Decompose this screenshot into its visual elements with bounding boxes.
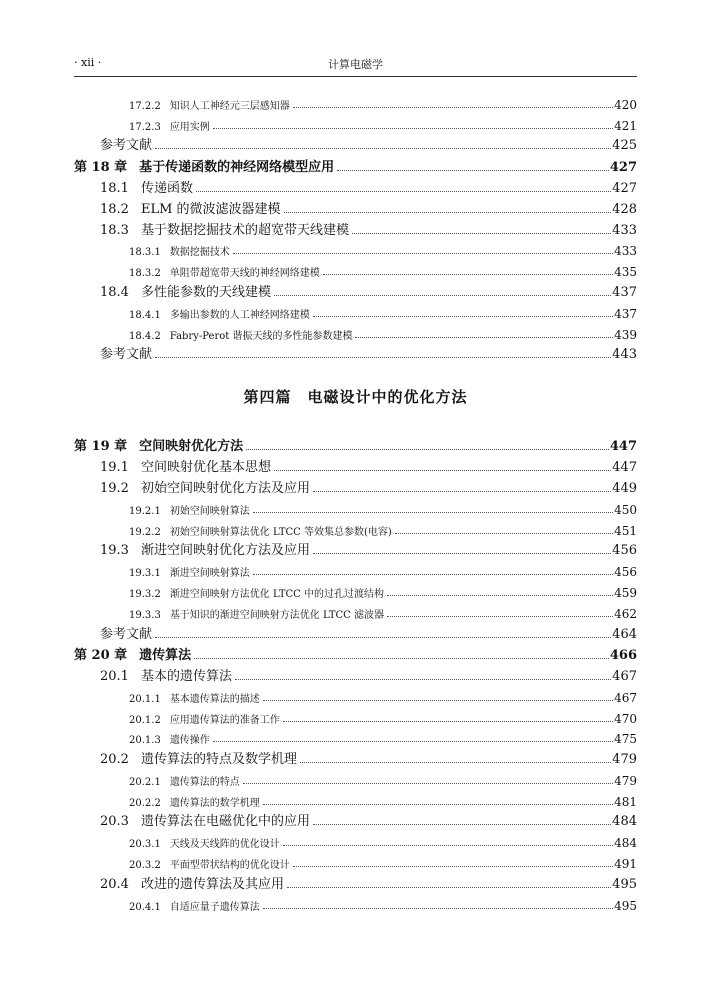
toc-label: 空间映射优化方法	[139, 439, 244, 454]
toc-entry	[74, 538, 637, 558]
toc-page: 456	[614, 565, 637, 579]
toc-label: 基本遗传算法的描述	[169, 694, 260, 705]
toc-number: 第 19 章	[74, 439, 128, 454]
toc-label: 初始空间映射算法	[169, 506, 250, 517]
toc-label: 参考文献	[100, 138, 153, 153]
toc-page: 420	[614, 98, 637, 112]
toc-entry	[74, 664, 637, 684]
toc-label: 数据挖掘技术	[169, 247, 230, 258]
toc-chapter	[74, 434, 637, 454]
toc-number: 第 20 章	[74, 648, 128, 663]
dot-leader	[253, 511, 613, 513]
toc-page: 447	[609, 439, 637, 454]
toc-label: Fabry-Perot 谐振天线的多性能参数建模	[169, 331, 353, 342]
toc-number: 18.4	[100, 285, 129, 300]
toc-label: 遗传算法	[139, 648, 192, 663]
toc-number: 19.2	[100, 481, 129, 496]
toc-number: 19.3.3	[129, 610, 161, 621]
toc-label: 应用遗传算法的准备工作	[169, 715, 280, 726]
toc-entry	[74, 622, 637, 642]
toc-label: 遗传算法在电磁优化中的应用	[140, 814, 310, 829]
dot-leader	[263, 803, 613, 805]
toc-label: 初始空间映射优化方法及应用	[140, 481, 310, 496]
dot-leader	[395, 532, 613, 534]
toc-chapter	[74, 643, 637, 663]
dot-leader	[194, 657, 609, 659]
toc-label: 参考文献	[100, 347, 153, 362]
toc-number: 19.1	[100, 460, 129, 475]
toc-number: 20.4	[100, 877, 129, 892]
toc-number: 20.3.2	[129, 860, 161, 871]
dot-leader	[233, 252, 613, 254]
toc-number: 19.3.1	[129, 568, 161, 579]
toc-page: 491	[614, 857, 637, 871]
toc-label: 遗传算法的特点及数学机理	[140, 752, 297, 767]
toc-label: 基本的遗传算法	[140, 669, 232, 684]
toc-page: 466	[609, 648, 637, 663]
dot-leader	[313, 315, 613, 317]
toc-page: 427	[609, 160, 637, 175]
toc-entry	[74, 830, 637, 850]
toc-page: 481	[614, 795, 637, 809]
toc-entry	[74, 133, 637, 153]
dot-leader	[283, 844, 613, 846]
toc-entry	[74, 113, 637, 133]
toc-entry	[74, 238, 637, 258]
dot-leader	[293, 106, 613, 108]
toc-page: 495	[612, 877, 637, 892]
toc-entry	[74, 726, 637, 746]
toc-page: 479	[614, 774, 637, 788]
toc-entry	[74, 197, 637, 217]
toc-number: 17.2.3	[129, 122, 161, 133]
toc-number: 19.2.1	[129, 506, 161, 517]
toc-page: 484	[614, 836, 637, 850]
toc-label: 应用实例	[169, 122, 210, 133]
toc-label: 基于传递函数的神经网络模型应用	[139, 160, 335, 175]
toc-number: 18.4.1	[129, 310, 161, 321]
toc-entry	[74, 893, 637, 913]
toc-label: 初始空间映射算法优化 LTCC 等效集总参数(电容)	[169, 527, 392, 538]
toc-page: 428	[612, 202, 637, 217]
toc-label: 遗传算法的数学机理	[169, 798, 260, 809]
toc-number: 17.2.2	[129, 101, 161, 112]
dot-leader	[313, 490, 611, 492]
toc-number: 18.4.2	[129, 331, 161, 342]
toc-page: 435	[614, 265, 637, 279]
toc-number: 第 18 章	[74, 160, 128, 175]
toc-page: 464	[612, 627, 637, 642]
toc-page: 484	[612, 814, 637, 829]
toc-entry	[74, 872, 637, 892]
toc-entry	[74, 92, 637, 112]
dot-leader	[155, 636, 611, 638]
toc-entry	[74, 601, 637, 621]
toc-page: 449	[612, 481, 637, 496]
toc-page: 433	[612, 223, 637, 238]
toc-page: 433	[614, 244, 637, 258]
toc-entry	[74, 218, 637, 238]
toc-page: 437	[612, 285, 637, 300]
toc-label: 遗传操作	[169, 735, 210, 746]
toc-page: 451	[614, 524, 637, 538]
dot-leader	[387, 594, 613, 596]
toc-chapter	[74, 155, 637, 175]
toc-label: 多输出参数的人工神经网络建模	[169, 310, 310, 321]
toc-entry	[74, 789, 637, 809]
toc-number: 20.1.3	[129, 735, 161, 746]
toc-label: 渐进空间映射优化方法及应用	[140, 543, 310, 558]
toc-label: 单阻带超宽带天线的神经网络建模	[169, 268, 320, 279]
toc-entry	[74, 768, 637, 788]
toc-entry	[74, 851, 637, 871]
dot-leader	[323, 273, 613, 275]
toc-label: 平面型带状结构的优化设计	[169, 860, 290, 871]
toc-label: 空间映射优化基本思想	[140, 460, 271, 475]
dot-leader	[196, 190, 611, 192]
toc-page: 459	[614, 586, 637, 600]
dot-leader	[313, 552, 611, 554]
toc-page: 479	[612, 752, 637, 767]
header-book-title: 计算电磁学	[328, 58, 383, 71]
toc-entry	[74, 497, 637, 517]
toc-label: 渐进空间映射算法	[169, 568, 250, 579]
toc-entry	[74, 706, 637, 726]
toc-label: 传递函数	[140, 181, 193, 196]
toc-number: 18.1	[100, 181, 129, 196]
toc-label: 自适应量子遗传算法	[169, 902, 260, 913]
toc-entry	[74, 322, 637, 342]
toc-number: 19.2.2	[129, 527, 161, 538]
toc-label: 天线及天线阵的优化设计	[169, 839, 280, 850]
dot-leader	[246, 448, 609, 450]
dot-leader	[313, 823, 611, 825]
toc-entry	[74, 176, 637, 196]
dot-leader	[352, 232, 611, 234]
toc-page: 427	[612, 181, 637, 196]
toc-page: 450	[614, 503, 637, 517]
dot-leader	[287, 886, 611, 888]
toc-entry	[74, 559, 637, 579]
toc-entry	[74, 747, 637, 767]
dot-leader	[263, 907, 613, 909]
toc-page: 467	[614, 691, 637, 705]
dot-leader	[283, 720, 613, 722]
toc-label: 知识人工神经元三层感知器	[169, 101, 290, 112]
toc-page: 456	[612, 543, 637, 558]
toc-page: 462	[614, 607, 637, 621]
toc-label: 基于数据挖掘技术的超宽带天线建模	[140, 223, 349, 238]
dot-leader	[293, 865, 613, 867]
toc-entry	[74, 301, 637, 321]
toc-page: 421	[614, 119, 637, 133]
toc-number: 18.2	[100, 202, 129, 217]
toc-label: 多性能参数的天线建模	[140, 285, 271, 300]
toc-number: 19.3	[100, 543, 129, 558]
dot-leader	[387, 615, 613, 617]
toc-page: 470	[614, 712, 637, 726]
toc-label: ELM 的微波滤波器建模	[140, 202, 281, 217]
toc-page: 437	[614, 307, 637, 321]
dot-leader	[155, 147, 611, 149]
dot-leader	[274, 294, 611, 296]
toc-number: 20.4.1	[129, 902, 161, 913]
toc-number: 19.3.2	[129, 589, 161, 600]
toc-label: 渐进空间映射方法优化 LTCC 中的过孔过渡结构	[169, 589, 384, 600]
dot-leader	[263, 699, 613, 701]
dot-leader	[300, 761, 611, 763]
toc-number: 20.3.1	[129, 839, 161, 850]
header-page-number: · xii ·	[74, 56, 102, 69]
toc-number: 20.2	[100, 752, 129, 767]
toc-number: 20.1	[100, 669, 129, 684]
toc-page: 475	[614, 732, 637, 746]
part-title: 第四篇 电磁设计中的优化方法	[243, 388, 468, 406]
toc-entry	[74, 809, 637, 829]
toc-page: 495	[614, 899, 637, 913]
dot-leader	[253, 573, 613, 575]
dot-leader	[337, 169, 609, 171]
toc-entry	[74, 685, 637, 705]
dot-leader	[235, 678, 611, 680]
toc-number: 20.3	[100, 814, 129, 829]
dot-leader	[155, 356, 611, 358]
toc-page: 443	[612, 347, 637, 362]
dot-leader	[213, 127, 613, 129]
toc-number: 20.1.2	[129, 715, 161, 726]
toc-entry	[74, 580, 637, 600]
toc-number: 18.3	[100, 223, 129, 238]
toc-label: 改进的遗传算法及其应用	[140, 877, 284, 892]
running-header	[74, 56, 637, 77]
dot-leader	[213, 740, 613, 742]
toc-number: 20.2.1	[129, 777, 161, 788]
toc-label: 参考文献	[100, 627, 153, 642]
toc-number: 20.1.1	[129, 694, 161, 705]
dot-leader	[284, 211, 612, 213]
toc-entry	[74, 518, 637, 538]
toc-number: 18.3.1	[129, 247, 161, 258]
toc-page: 439	[614, 328, 637, 342]
toc-page: 447	[612, 460, 637, 475]
dot-leader	[355, 336, 613, 338]
toc-label: 遗传算法的特点	[169, 777, 240, 788]
dot-leader	[243, 782, 613, 784]
toc-page: 425	[612, 138, 637, 153]
toc-entry	[74, 455, 637, 475]
toc-entry	[74, 476, 637, 496]
dot-leader	[274, 469, 611, 471]
toc-entry	[74, 259, 637, 279]
toc-number: 18.3.2	[129, 268, 161, 279]
toc-label: 基于知识的渐进空间映射方法优化 LTCC 滤波器	[169, 610, 384, 621]
toc-entry	[74, 342, 637, 362]
toc-page: 467	[612, 669, 637, 684]
toc-number: 20.2.2	[129, 798, 161, 809]
toc-entry	[74, 280, 637, 300]
